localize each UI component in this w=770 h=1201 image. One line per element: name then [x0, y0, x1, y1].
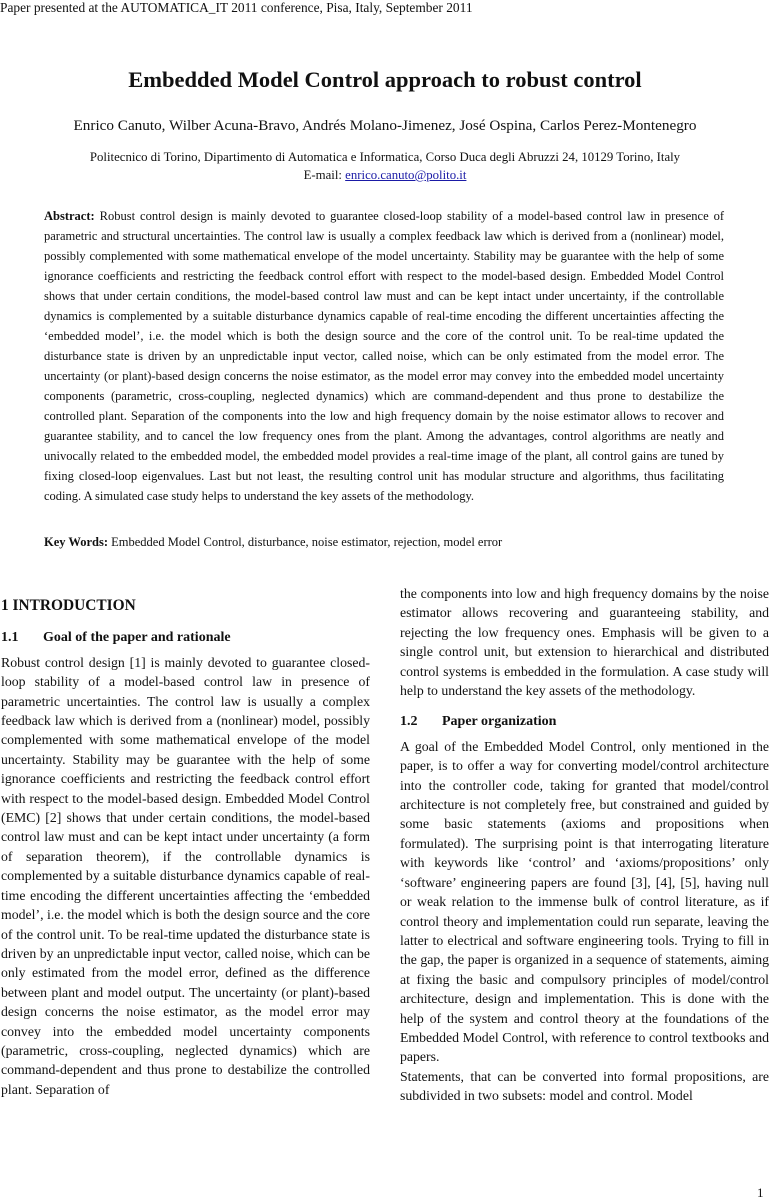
subsection-number: 1.1 — [1, 630, 19, 646]
abstract-text: Robust control design is mainly devoted to guarantee closed-loop stability of a model-based control law in presence of parametric and structural uncertainties. The control law is usually a complex feedback law which is derived from a (nonlinear) model, possibly complemented with some mathematical envelope of the model uncertainty. Stability may be guarantee with the help of some ignorance coefficients and restricting the feedback control effort with respect to the model-based design. Embedded Model Control shows that under certain conditions, the model-based control law must and can be kept intact under uncertainty, if the controllable dynamics is complemented by a suitable disturbance dynamics capable of real-time encoding the different uncertainties affecting the ‘embedded model’, i.e. the model which is both the design source and the core of the control unit. To be real-time updated the disturbance state is driven by an unpredictable input vector, called noise, which can be only estimated from the model error. The uncertainty (or plant)-based design concerns the noise estimator, as the model error may convey into the embedded model uncertainty components (parametric, cross-coupling, neglected dynamics) which are command-dependent and thus prone to destabilize the controlled plant. Separation of the components into the low and high frequency domain by the noise estimator allows to recover and guarantee stability, and to cancel the low frequency ones from the plant. Among the advantages, control algorithms are neatly and univocally related to the embedded model, the embedded model provides a real-time image of the plant, all control gains are tuned by fixing closed-loop eigenvalues. Last but not least, the resulting control unit has modular structure and algorithms, thus facilitating coding. A simulated case study helps to understand the key assets of the methodology. — [44, 209, 725, 503]
subsection-title: Paper organization — [442, 714, 557, 730]
left-column — [1, 584, 370, 1099]
subsection-heading-goal — [1, 628, 370, 647]
subsection-number: 1.2 — [400, 714, 418, 730]
keywords-label: Key Words: — [44, 535, 109, 549]
section-heading-introduction: 1 INTRODUCTION — [1, 597, 136, 614]
email-label: E-mail: — [303, 168, 342, 182]
author-list: Enrico Canuto, Wilber Acuna-Bravo, Andrés Molano-Jimenez, José Ospina, Carlos Perez-Montenegro — [73, 117, 697, 134]
email-line — [0, 166, 770, 184]
paragraph-statements: Statements, that can be converted into formal propositions, are subdivided in two subsets: model and control. Model — [400, 1068, 769, 1104]
paper-title: Embedded Model Control approach to robust control — [128, 67, 642, 92]
paragraph-organization: A goal of the Embedded Model Control, only mentioned in the paper, is to offer a way for converting model/control architecture into the controller code, taking for granted that model/control architecture is not completely free, but constrained and guided by some basic statements (axioms and propositions when formulated). The surprising point is that interrogating literature with keywords like ‘control’ and ‘axioms/propositions’ only ‘software’ engineering papers are found [3], [4], [5], having null or weak relation to the immense bulk of control literature, as if control theory and implementation could run separate, leaving the latter to electrical and software engineering tools. Trying to fill in the gap, the paper is organized in a sequence of statements, aiming at fixing the basic and compulsory principles of model/control architecture, design and implementation. This is done with the help of the system and control theory at the foundations of the Embedded Model Control, with reference to control textbooks and papers. — [400, 738, 769, 1065]
abstract — [44, 206, 724, 506]
affiliation: Politecnico di Torino, Dipartimento di Automatica e Informatica, Corso Duca degli Abruzzi 24, 10129 Torino, Italy — [89, 150, 681, 164]
subsection-heading-organization — [400, 712, 769, 731]
keywords-text: Embedded Model Control, disturbance, noise estimator, rejection, model error — [111, 535, 503, 549]
paragraph-goal-continued: the components into low and high frequency domains by the noise estimator allows recovering and guaranteeing stability, and rejecting the low frequency ones. Emphasis will be given to a single control unit, but extension to hierarchical and distributed control systems is embedded in the formulation. A case study will help to understand the key assets of the methodology. — [400, 586, 769, 699]
affiliation-block — [0, 148, 770, 184]
conference-note: Paper presented at the AUTOMATICA_IT 2011 conference, Pisa, Italy, September 2011 — [0, 0, 473, 15]
paragraph-goal: Robust control design [1] is mainly devoted to guarantee closed-loop stability of a model-based control law in presence of parametric uncertainties. The control law is usually a complex feedback law which is derived from a (nonlinear) model, possibly complemented with some mathematical envelope of the model uncertainty. Stability may be guarantee with the help of some ignorance coefficients and restricting the feedback control effort with respect to the model-based design. Embedded Model Control (EMC) [2] shows that under certain conditions, the model-based control law must and can be kept intact under uncertainty (a form of separation theorem), if the controllable dynamics is complemented by a suitable disturbance dynamics capable of real-time encoding the different uncertainties affecting the ‘embedded model’, i.e. the model which is both the design source and the core of the control unit. To be real-time updated the disturbance state is driven by an unpredictable input vector, called noise, which can be only estimated from the model error, defined as the difference between plant and model output. The uncertainty (or plant)-based design concerns the noise estimator, as the model error may convey into the embedded model uncertainty components (parametric, cross-coupling, neglected dynamics) which are command-dependent and thus prone to destabilize the controlled plant. Separation of — [1, 654, 370, 1097]
email-link[interactable]: enrico.canuto@polito.it — [345, 168, 467, 182]
keywords — [44, 533, 724, 551]
abstract-label: Abstract: — [44, 209, 95, 223]
page-number: 1 — [757, 1185, 764, 1200]
subsection-title: Goal of the paper and rationale — [43, 630, 231, 646]
right-column — [400, 584, 769, 1106]
